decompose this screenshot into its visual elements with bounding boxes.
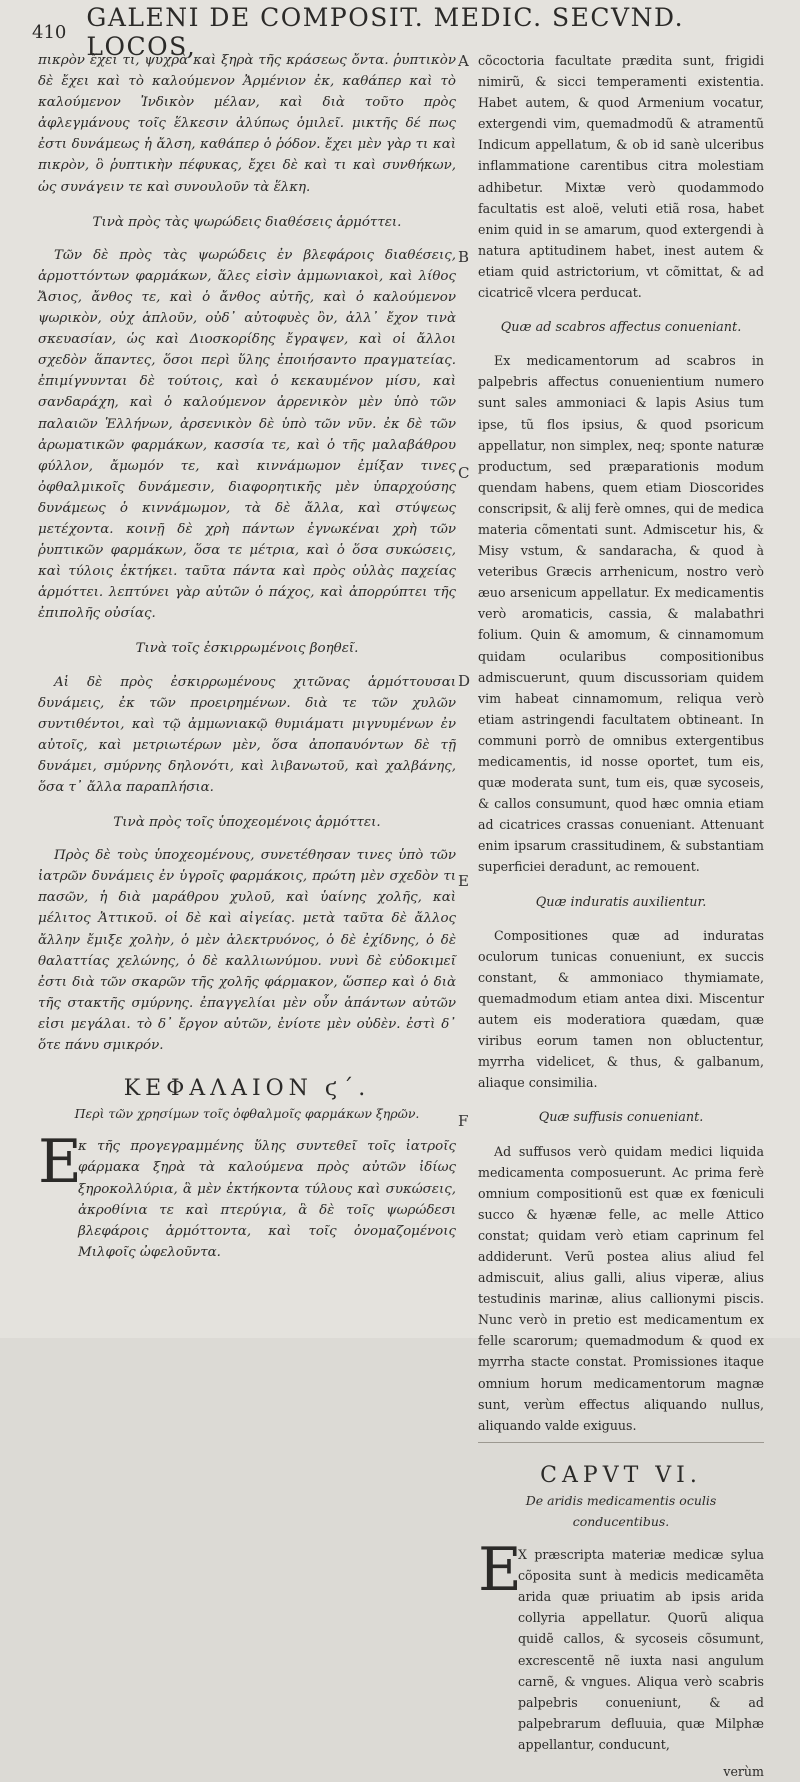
margin-letter-c: C	[458, 464, 470, 482]
latin-heading-2: Quæ induratis auxilientur.	[535, 894, 707, 910]
catchword: verùm	[723, 1764, 764, 1780]
latin-paragraph-1: cõcoctoria facultate prædita sunt, frigidi nimirũ, & sicci temperamenti existentia. Habet autem, & quod Armenium vocatur, extergendi vim, quemadmodũ & atramentũ Indicum appellatum, & ob id sanè ulceribus inflammatione carentibus citra molestiam adhibetur. Mixtæ verò quodammodo facultatis est aloë, veluti etiã rosa, habet enim quid in se amarum, quod extergendi à natura aptitudinem habet, inest autem & etiam quid astrictorium, vt cõmittat, & ad cicatricẽ vlcera perducat.	[478, 53, 764, 301]
greek-paragraph-3: Αἱ δὲ πρὸς ἐσκιρρωμένους χιτῶνας ἁρμόττουσαι δυνάμεις, ἐκ τῶν προειρημένων. διὰ τε τῶν χυλῶν συντιθέντοι, καὶ τῷ ἀμμωνιακῷ θυμιάματι μιγνυμένων ἐν αὐτοῖς, καὶ μετριωτέρων μὲν, ὅσα ἀποπαυόντων δὲ τῇ δυνάμει, σμύρνης δηλονότι, καὶ λιβανωτοῦ, καὶ χαλβάνης, ὅσα τ᾽ ἄλλα παραπλήσια.	[38, 674, 456, 795]
greek-chapter-title: ΚΕΦΑΛΑΙΟΝ ϛ΄.	[123, 1076, 371, 1102]
latin-drop-capital: E	[478, 1535, 522, 1606]
margin-letter-d: D	[458, 672, 471, 690]
margin-letter-e: E	[458, 872, 469, 890]
greek-heading-1: Τινὰ πρὸς τὰς ψωρώδεις διαθέσεις ἁρμόττει.	[92, 214, 402, 230]
latin-chapter-title: CAPVT VI.	[540, 1462, 702, 1488]
greek-heading-3: Τινὰ πρὸς τοῖς ὑποχεομένοις ἁρμόττει.	[113, 815, 381, 831]
greek-chapter-subtitle: Περὶ τῶν χρησίμων τοῖς ὀφθαλμοῖς φαρμάκων ξηρῶν.	[74, 1106, 420, 1122]
latin-paragraph-4: Ad suffusos verò quidam medici liquida medicamenta composuerunt. Ac prima ferè omnium compositionũ est quæ ex fœniculi succo & hyænæ felle, ac melle Attico constat; quidam verò etiam caprinum fel addiderunt. Verũ postea alius aliud fel admiscuit, alius galli, alius viperæ, alius testudinis marinæ, alius callionymi piscis. Nunc verò in pretio est medicamentum ex felle scarorum; quemadmodum & quod ex myrrha stacte constat. Promissiones itaque omnium horum medicamentorum magnæ sunt, verùm effectus aliquando nullus, aliquando valde exiguus.	[478, 1143, 764, 1433]
greek-paragraph-4: Πρὸς δὲ τοὺς ὑποχεομένους, συνετέθησαν τινες ὑπὸ τῶν ἰατρῶν δυνάμεις ἐν ὑγροῖς φαρμάκοις, πρώτη μὲν σχεδὸν τι πασῶν, ἡ διὰ μαράθρου χυλοῦ, καὶ ὑαίνης χολῆς, καὶ μέλιτος Ἀττικοῦ. οἱ δὲ καὶ αἰγείας. μετὰ ταῦτα δὲ ἄλλος ἄλλην ἔμιξε χολὴν, ὁ μὲν ἀλεκτρυόνος, ὁ δὲ ἐχίδνης, ὁ δὲ θαλαττίας χελώνης, ὁ δὲ καλλιωνύμου. νυνὶ δὲ εὐδοκιμεῖ ἐστι διὰ τῶν σκαρῶν τῆς χολῆς φάρμακον, ὥσπερ καὶ ὁ διὰ τῆς στακτῆς σμύρνης. ἐπαγγελίαι μὲν οὖν ἁπάντων αὐτῶν εἰσι μεγάλαι. τὸ δ᾽ ἔργον αὐτῶν, ἐνίοτε μὲν οὐδὲν. ἐστὶ δ᾽ ὅτε πάνυ σμικρόν.	[38, 848, 456, 1054]
margin-letter-b: B	[458, 248, 470, 266]
greek-column	[38, 50, 456, 1308]
page-number: 410	[32, 21, 67, 43]
section-rule	[478, 1442, 764, 1443]
latin-heading-1: Quæ ad scabros affectus conueniant.	[500, 320, 742, 336]
greek-paragraph-5	[38, 1127, 456, 1263]
latin-chapter-subtitle: De aridis medicamentis oculis conducentibus.	[525, 1492, 717, 1529]
greek-heading-2: Τινὰ τοῖς ἐσκιρρωμένοις βοηθεῖ.	[135, 641, 359, 657]
latin-paragraph-3: Compositiones quæ ad induratas oculorum tunicas conueniunt, ex succis constant, & ammoniaco thymiamate, quemadmodum etiam antea dixi. Miscentur autem eis moderatiora quædam, quæ viribus eorum tamen non obluctentur, myrrha videlicet, & thus, & galbanum, aliaque consimilia.	[478, 927, 764, 1091]
margin-letter-a: A	[458, 52, 469, 70]
greek-paragraph-2: Τῶν δὲ πρὸς τὰς ψωρώδεις ἐν βλεφάροις διαθέσεις, ἁρμοττόντων φαρμάκων, ἅλες εἰσὶν ἀμμωνιακοὶ, καὶ λίθος Ἄσιος, ἄνθος τε, καὶ ὁ ἄνθος αὐτῆς, καὶ ὁ καλούμενον ψωρικὸν, οὐχ ἁπλοῦν, οὐδ᾽ αὐτοφυὲς ὂν, ἀλλ᾽ ἔχον τινὰ σκευασίαν, ὡς καὶ Διοσκορίδης ἔγραψεν, καὶ οἱ ἄλλοι σχεδὸν ἅπαντες, ὅσοι περὶ ὕλης ἐποιήσαντο πραγματείας. ἐπιμίγνυνται δὲ τούτοις, καὶ ὁ κεκαυμένον μίσυ, καὶ σανδαράχη, καὶ ὁ καλούμενον ἀρρενικὸν μὲν ὑπὸ τῶν παλαιῶν Ἑλλήνων, ἀρσενικὸν δὲ ὑπὸ τῶν νῦν. ἐκ δὲ τῶν ἀρωματικῶν φαρμάκων, κασσία τε, καὶ ὁ τῆς μαλαβάθρου φύλλον, ἄμωμόν τε, καὶ κιννάμωμον ἐμίξαν τινες ὀφθαλμικοῖς δυνάμεσιν, διαφορητικῆς μὲν ὑπαρχούσης δυνάμεως ὁ κιννάμωμον, τὰ δὲ ἄλλα, καὶ στύψεως μετέχοντα. κοινῇ δὲ χρὴ πάντων ἐγνωκέναι χρὴ τῶν ῥυπτικῶν φαρμάκων, ὅσα τε μέτρια, καὶ ὁ ὅσα συκώσεις, καὶ τύλοις ἐκτήκει. ταῦτα πάντα καὶ πρὸς οὐλὰς παχείας ἁρμόττει. λεπτύνει γὰρ αὐτῶν ὁ πάχος, καὶ ἀπορρύπτει τῆς ἐπιπολῆς οὐσίας.	[38, 247, 456, 622]
greek-paragraph-5-text: κ τῆς προγεγραμμένης ὕλης συντεθεῖ τοῖς ἰατροῖς φάρμακα ξηρὰ τὰ καλούμενα πρὸς αὐτῶν ἰδίως ξηροκολλύρια, ἃ μὲν ἐκτήκοντα τύλους καὶ συκώσεις, ἀκροθίνια τε καὶ πτερύγια, ἃ δὲ τοῖς ψωρώδεσι βλεφάροις ἁρμόττοντα, καὶ τοῖς ὀνομαζομένοις Μιλφοῖς ὠφελοῦντα.	[78, 1139, 456, 1260]
greek-paragraph-1: πικρὸν ἔχει τι, ψυχρὰ καὶ ξηρὰ τῆς κράσεως ὄντα. ῥυπτικὸν δὲ ἔχει καὶ τὸ καλούμενον Ἀρμένιον ἐκ, καθάπερ καὶ τὸ καλούμενον Ἰνδικὸν μέλαν, καὶ διὰ τοῦτο πρὸς ἀφλεγμάνους τοῖς ἕλκεσιν ἀλύπως ὁμιλεῖ. μικτῆς δέ πως ἐστι δυνάμεως ἡ ἄλση, καθάπερ ὁ ῥόδον. ἔχει μὲν γὰρ τι καὶ πικρὸν, ὃ ῥυπτικὴν πέφυκας, ἔχει δὲ καὶ τι καὶ συνθήκων, ὡς συνάγειν τε καὶ συνουλοῦν τὰ ἕλκη.	[38, 53, 456, 195]
greek-drop-capital: Ε	[38, 1127, 82, 1198]
latin-paragraph-2: Ex medicamentorum ad scabros in palpebris affectus conuenientium numero sunt sales ammoniaci & lapis Asius tum ipse, tũ flos ipsius, & quod psoricum appellatur, non simplex, neq; sponte naturæ productum, sed præparationis modum quendam habens, quem etiam Dioscorides conscripsit, & alij ferè omnes, qui de medica materia cõmentati sunt. Admiscetur his, & Misy vstum, & sandaracha, & quod à veteribus Græcis arrhenicum, nostro verò æuo arsenicum appellatur. Ex medicamentis verò aromaticis, cassia, & malabathri folium. Quin & amomum, & cinnamomum quidam ocularibus compositionibus admiscuerunt, quum discussoriam quidem vim habeat cinnamomum, reliqua verò etiam astringendi facultatem obtineant. In communi porrò de omnibus extergentibus medicamentis, id nosse oportet, tum eis, quæ moderata sunt, tum eis, quæ sycoseis, & callos consumunt, quod hæc omnia etiam ad cicatrices crassas conueniant. Attenuant enim ipsarum crassitudinem, & substantiam superficiei deradunt, ac remouent.	[478, 353, 764, 875]
running-header	[32, 3, 772, 61]
running-title: GALENI DE COMPOSIT. MEDIC. SECVND. LOCOS,	[86, 3, 685, 61]
latin-heading-3: Quæ suffusis conueniant.	[538, 1110, 704, 1126]
latin-paragraph-5-text: X præscripta materiæ medicæ sylua cõposita sunt à medicis medicamẽta arida quæ priuatim ab ipsis arida collyria appellatur. Quorũ aliqua quidẽ callos, & sycoseis cõsumunt, excrescentẽ nẽ iuxta nasi angulum carnẽ, & vngues. Aliqua verò scabris palpebris conueniunt, & ad palpebrarum defluuia, quæ Milphæ appellantur, conducunt,	[518, 1547, 764, 1752]
margin-letter-f: F	[458, 1112, 469, 1130]
latin-paragraph-5	[478, 1535, 764, 1755]
latin-column	[478, 50, 764, 1780]
